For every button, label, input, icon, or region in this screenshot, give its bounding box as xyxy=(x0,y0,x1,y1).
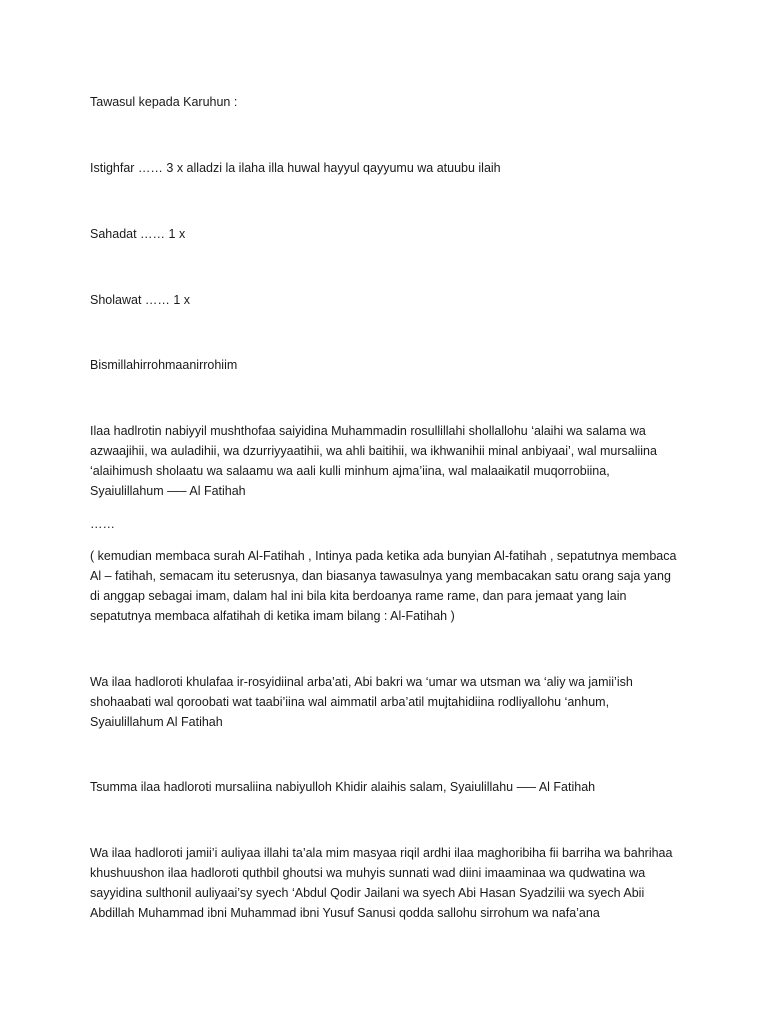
paragraph-khulafaa: Wa ilaa hadloroti khulafaa ir-rosyidiinal arba’ati, Abi bakri wa ‘umar wa utsman wa ‘aliy wa jamii’ish shohaabati wal qoroobati wat taabi’iina wal aimmatil arba’atil mujtahidiina rodliyallohu ‘anhum, Syaiulillahum Al Fatihah xyxy=(90,675,637,729)
paragraph-istighfar: Istighfar …… 3 x alladzi la ilaha illa huwal hayyul qayyumu wa atuubu ilaih xyxy=(90,161,501,175)
paragraph-kemudian-membaca: ( kemudian membaca surah Al-Fatihah , Intinya pada ketika ada bunyian Al-fatihah , sepatutnya membaca Al – fatihah, semacam itu seterusnya, dan biasanya tawasulnya yang membacakan satu orang saja yang di anggap sebagai imam, dalam hal ini bila kita berdoanya rame rame, dan para jemaat yang lain sepatutnya membaca alfatihah di ketika imam bilang : Al-Fatihah ) xyxy=(90,549,680,623)
paragraph-ilaa-hadlrotin-nabiyyil: Ilaa hadlrotin nabiyyil mushthofaa saiyidina Muhammadin rosullillahi shollallohu ‘alaihi wa salama wa azwaajihii, wa auladihii, wa dzurriyyaatihii, wa ahli baitihii, wa ikhwanihii minal anbiyaai’, wal mursaliina ‘alaihimush sholaatu wa salaamu wa aali kulli minhum ajma’iina, wal malaaikatil muqorrobiina, Syaiulillahum —– Al Fatihah xyxy=(90,424,661,498)
paragraph-sahadat: Sahadat …… 1 x xyxy=(90,227,186,241)
paragraph-sholawat: Sholawat …… 1 x xyxy=(90,293,191,307)
document-title: Tawasul kepada Karuhun : xyxy=(90,95,238,109)
paragraph-ellipsis: …… xyxy=(90,517,115,531)
paragraph-auliyaa: Wa ilaa hadloroti jamii’i auliyaa illahi ta’ala mim masyaa riqil ardhi ilaa maghoribiha fii barriha wa bahrihaa khushuushon ilaa hadloroti quthbil ghoutsi wa muhyis sunnati wad diini imaaminaa wa qudwatina wa sayyidina sulthonil auliyaai’sy syech ‘Abdul Qodir Jailani wa syech Abi Hasan Syadzilii wa syech Abii Abdillah Muhammad ibni Muhammad ibni Yusuf Sanusi qodda sallohu sirrohum wa nafa’ana xyxy=(90,846,676,920)
paragraph-basmalah: Bismillahirrohmaanirrohiim xyxy=(90,358,238,372)
paragraph-tsumma: Tsumma ilaa hadloroti mursaliina nabiyulloh Khidir alaihis salam, Syaiulillahu —– Al Fatihah xyxy=(90,780,596,794)
